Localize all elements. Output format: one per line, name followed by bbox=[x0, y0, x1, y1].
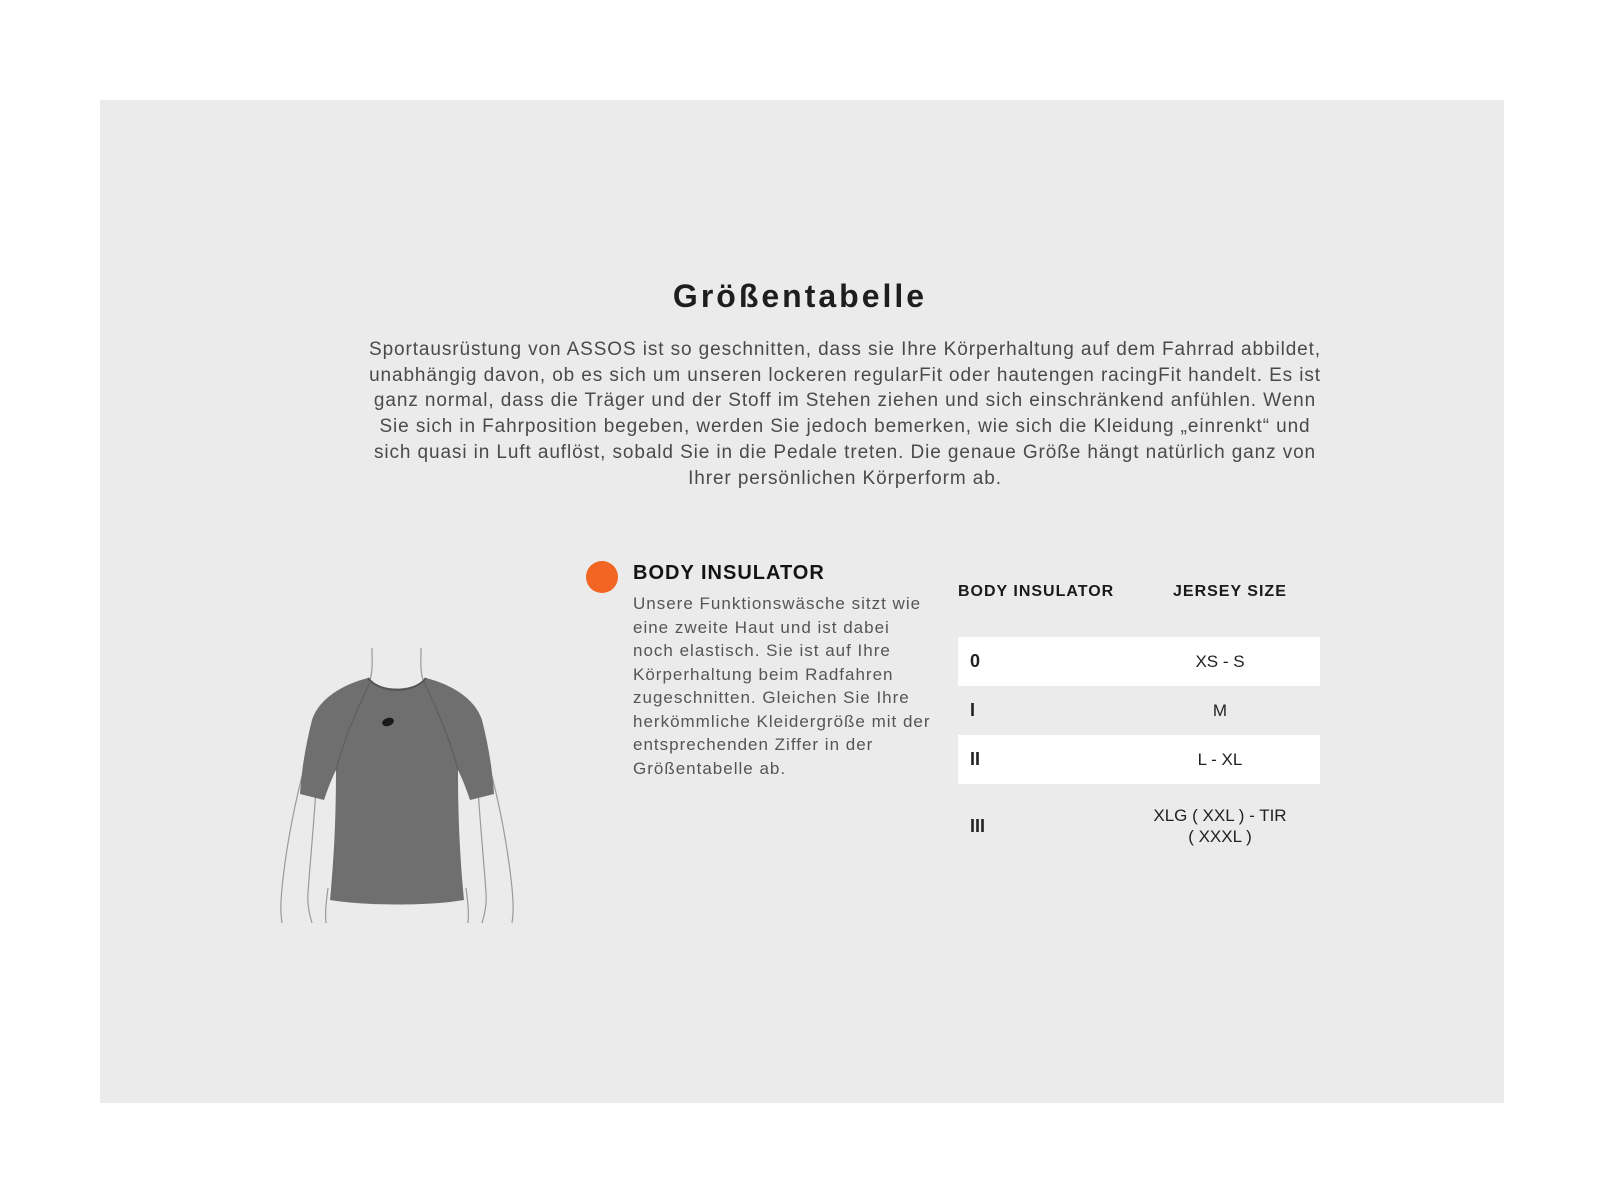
size-cell: II bbox=[970, 749, 981, 769]
jersey-size-cell: M bbox=[1212, 701, 1228, 720]
jersey-size-cell: XLG ( XXL ) - TIR ( XXXL ) bbox=[1153, 806, 1287, 846]
size-cell: 0 bbox=[970, 651, 981, 671]
size-cell: I bbox=[970, 700, 976, 720]
size-table-header bbox=[958, 575, 1320, 627]
jersey-size-cell: L - XL bbox=[1197, 750, 1243, 769]
jersey-size-cell: XS - S bbox=[1195, 652, 1245, 671]
table-row bbox=[958, 637, 1320, 686]
size-cell: III bbox=[970, 815, 986, 836]
base-layer-shirt-icon bbox=[280, 648, 515, 923]
column-header-body-insulator: BODY INSULATOR bbox=[958, 583, 1115, 600]
product-marker-dot bbox=[586, 561, 618, 593]
product-name: BODY INSULATOR bbox=[633, 562, 825, 584]
column-header-jersey-size: JERSEY SIZE bbox=[1173, 583, 1287, 600]
product-description: Unsere Funktionswäsche sitzt wie eine zweite Haut und ist dabei noch elastisch. Sie ist auf Ihre Körperhaltung beim Radfahren zugeschnitten. Gleichen Sie Ihre herkömmliche Kleidergröße mit der entsprechenden Ziffer in der Größentabelle ab. bbox=[633, 594, 931, 778]
intro-text: Sportausrüstung von ASSOS ist so geschnitten, dass sie Ihre Körperhaltung auf dem Fahrrad abbildet, unabhängig davon, ob es sich um unseren lockeren regularFit oder hautengen racingFit handelt. Es ist ganz normal, dass die Träger und der Stoff im Stehen ziehen und sich einschränkend anfühlen. Wenn Sie sich in Fahrposition begeben, werden Sie jedoch bemerken, wie sich die Kleidung „einrenkt“ und sich quasi in Luft auflöst, sobald Sie in die Pedale treten. Die genaue Größe hängt natürlich ganz von Ihrer persönlichen Körperform ab. bbox=[369, 339, 1321, 489]
table-row bbox=[958, 784, 1320, 868]
table-row bbox=[958, 686, 1320, 735]
page-title: Größentabelle bbox=[672, 278, 928, 314]
size-table bbox=[958, 575, 1320, 868]
table-row bbox=[958, 735, 1320, 784]
